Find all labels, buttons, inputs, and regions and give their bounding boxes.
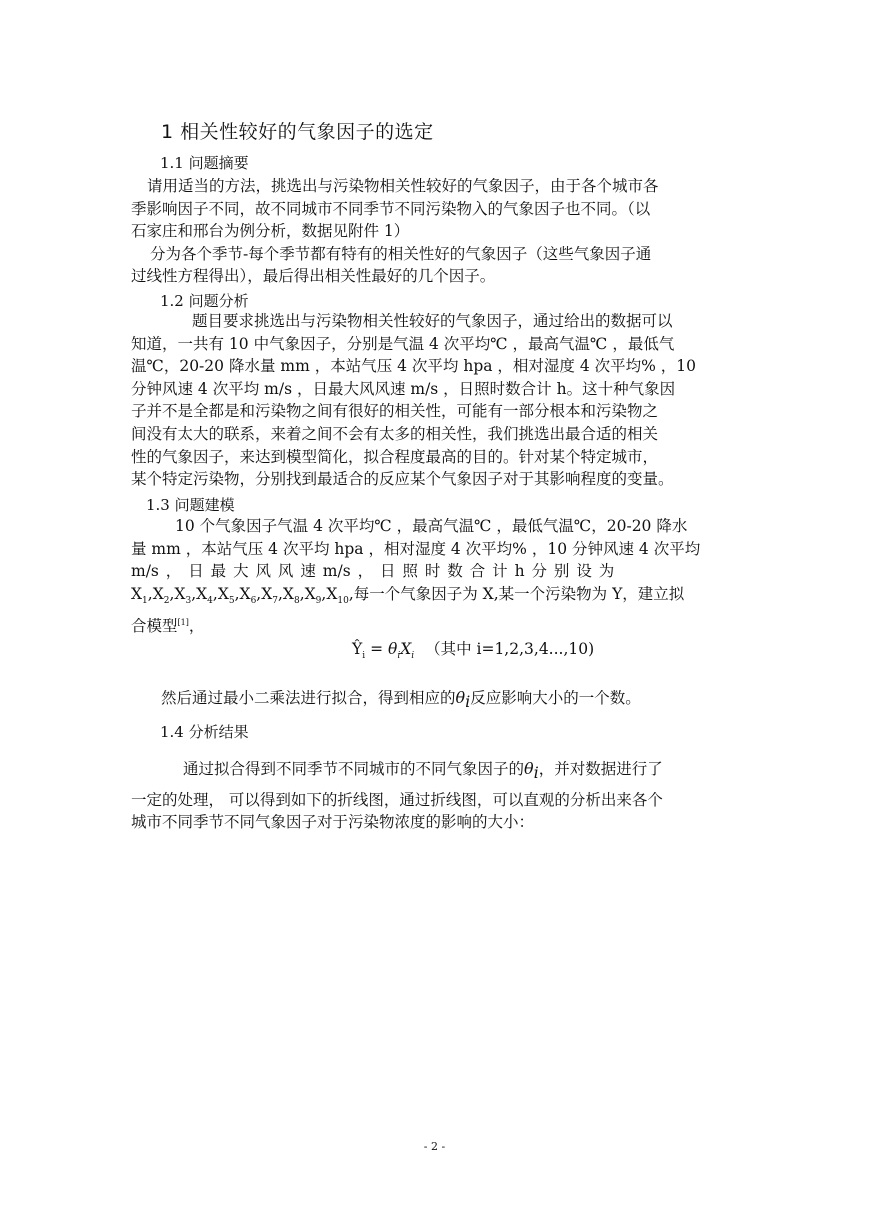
text-line: 一定的处理， 可以得到如下的折线图，通过折线图，可以直观的分析出来各个 bbox=[131, 790, 663, 809]
text-line: 间没有太大的联系，来着之间不会有太多的相关性，我们挑选出最合适的相关 bbox=[131, 424, 659, 443]
theta-sub: i bbox=[533, 763, 539, 783]
formula-x: X bbox=[400, 640, 412, 658]
text-line: 子并不是全都是和污染物之间有很好的相关性，可能有一部分根本和污染物之 bbox=[131, 402, 659, 421]
text-line: 题目要求挑选出与污染物相关性较好的气象因子，通过给出的数据可以 bbox=[192, 312, 673, 330]
text-segment: ，并对数据进行了 bbox=[538, 760, 663, 778]
formula-lhs: Ŷ bbox=[352, 640, 363, 658]
text-line: 请用适当的方法，挑选出与污染物相关性较好的气象因子，由于各个城市各 bbox=[147, 177, 659, 195]
citation-link[interactable]: [1] bbox=[177, 618, 189, 628]
formula-rhs: = θ bbox=[370, 640, 398, 658]
text-line: 城市不同季节不同气象因子对于污染物浓度的影响的大小： bbox=[131, 813, 535, 832]
paragraph-after-formula bbox=[161, 687, 761, 714]
formula-lhs-sub: i bbox=[362, 651, 366, 662]
text-line bbox=[131, 612, 731, 638]
text-line: 分钟风速 4 次平均 m/s ，日最大风风速 m/s ，日照时数合计 h。这十种气象因 bbox=[131, 379, 676, 398]
heading-1-2: 1.2 问题分析 bbox=[160, 292, 249, 310]
formula-x-sub: i bbox=[411, 651, 415, 662]
theta-symbol: θ bbox=[455, 688, 466, 707]
heading-1-3: 1.3 问题建模 bbox=[146, 496, 235, 514]
text-segment: 然后通过最小二乘法进行拟合，得到相应的 bbox=[161, 689, 456, 707]
paragraph-1-3 bbox=[131, 515, 731, 638]
text-segment: ,每一个气象因子为 X,某一个污染物为 Y，建立拟 bbox=[348, 584, 685, 603]
text-line: 分为各个季节-每个季节都有特有的相关性好的气象因子（这些气象因子通 bbox=[150, 244, 652, 263]
text-line bbox=[131, 758, 731, 785]
formula-note: （其中 i=1,2,3,4...,10) bbox=[425, 640, 595, 658]
paragraph-1-2 bbox=[131, 310, 731, 491]
formula-rhs-sub: i bbox=[397, 651, 401, 662]
text-segment: 反应影响大小的一个数。 bbox=[470, 689, 641, 707]
text-line: 知道，一共有 10 中气象因子，分别是气温 4 次平均℃ ，最高气温℃ ，最低气 bbox=[131, 334, 675, 353]
text-line: 量 mm ，本站气压 4 次平均 hpa ，相对湿度 4 次平均% ，10 分钟风速 4 次平均 bbox=[131, 539, 701, 558]
text-line bbox=[161, 687, 761, 714]
text-line: 10 个气象因子气温 4 次平均℃ ，最高气温℃ ，最低气温℃，20-20 降水 bbox=[175, 517, 688, 535]
text-line: 石家庄和邢台为例分析，数据见附件 1） bbox=[131, 222, 410, 241]
text-segment: 合模型 bbox=[131, 617, 178, 636]
heading-1-1: 1.1 问题摘要 bbox=[160, 154, 249, 172]
section-title: 1 相关性较好的气象因子的选定 bbox=[161, 121, 434, 143]
variables-line: $X_1,X_2,X_3,X_4,X_5,X_6,X_7,X_8,X_9,X_{10}$,每一个气象因子为 X,某一个污染物为 Y，建立拟 bbox=[131, 584, 685, 606]
paragraph-1-1 bbox=[131, 175, 731, 288]
text-line: 过线性方程得出），最后得出相关性最好的几个因子。 bbox=[131, 267, 496, 286]
model-formula bbox=[352, 637, 594, 661]
paragraph-1-4 bbox=[131, 758, 731, 834]
text-line: 季影响因子不同，故不同城市不同季节不同污染物入的气象因子也不同。（以 bbox=[131, 199, 651, 218]
text-segment: 通过拟合得到不同季节不同城市的不同气象因子的 bbox=[183, 760, 525, 778]
text-line: 某个特定污染物，分别找到最适合的反应某个气象因子对于其影响程度的变量。 bbox=[131, 470, 674, 489]
text-line: 温℃，20-20 降水量 mm ，本站气压 4 次平均 hpa ，相对湿度 4 次平均% ，10 bbox=[131, 357, 697, 376]
theta-sub: i bbox=[465, 692, 471, 712]
page-number: - 2 - bbox=[423, 1140, 446, 1153]
text-line: m/s ， 日 最 大 风 风 速 m/s ， 日 照 时 数 合 计 h 分 别 设 为 bbox=[131, 562, 615, 581]
text-segment: ， bbox=[188, 617, 205, 636]
heading-1-4: 1.4 分析结果 bbox=[160, 723, 249, 741]
theta-symbol: θ bbox=[524, 759, 534, 778]
text-line: 性的气象因子，来达到模型简化，拟合程度最高的目的。针对某个特定城市， bbox=[131, 447, 659, 466]
